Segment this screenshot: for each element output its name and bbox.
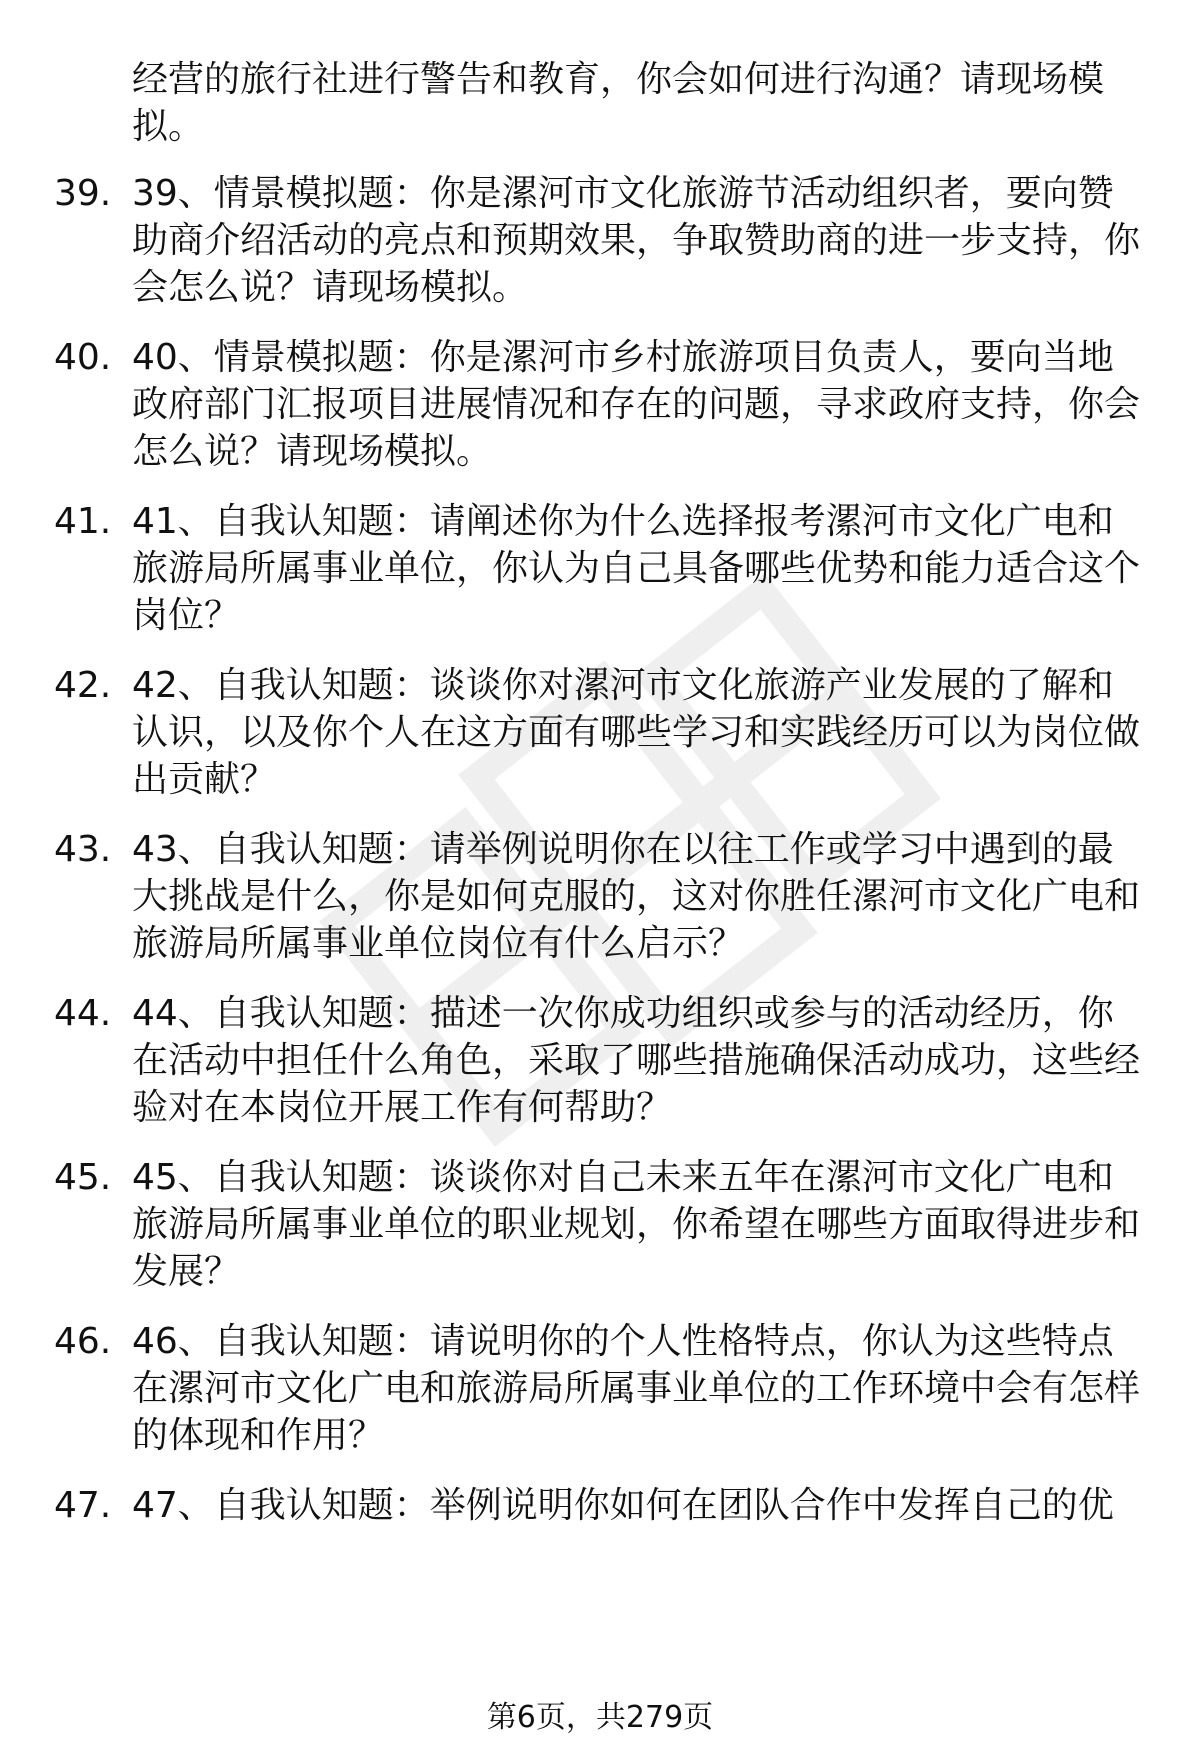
list-item-number: 46. — [54, 1321, 112, 1362]
list-item-text: 40、情景模拟题：你是漯河市乡村旅游项目负责人，要向当地政府部门汇报项目进展情况和存在的问题，寻求政府支持，你会怎么说？请现场模拟。 — [132, 337, 1141, 472]
list-item-text: 45、自我认知题：谈谈你对自己未来五年在漯河市文化广电和旅游局所属事业单位的职业规划，你希望在哪些方面取得进步和发展？ — [132, 1157, 1141, 1292]
list-item-number: 41. — [54, 501, 112, 542]
list-item-number: 44. — [54, 993, 112, 1034]
list-item-number: 47. — [54, 1485, 112, 1526]
page-footer: 第6页，共279页 — [486, 1700, 714, 1735]
list-item-number: 39. — [54, 173, 112, 214]
list-item-text: 46、自我认知题：请说明你的个人性格特点，你认为这些特点在漯河市文化广电和旅游局所属事业单位的工作环境中会有怎样的体现和作用？ — [132, 1321, 1141, 1456]
list-item-number: 40. — [54, 337, 112, 378]
list-item-number: 45. — [54, 1157, 112, 1198]
continued-paragraph: 经营的旅行社进行警告和教育，你会如何进行沟通？请现场模拟。 — [132, 59, 1105, 147]
list-item-text: 44、自我认知题：描述一次你成功组织或参与的活动经历，你在活动中担任什么角色，采取了哪些措施确保活动成功，这些经验对在本岗位开展工作有何帮助？ — [132, 993, 1141, 1128]
list-item-text: 41、自我认知题：请阐述你为什么选择报考漯河市文化广电和旅游局所属事业单位，你认为自己具备哪些优势和能力适合这个岗位？ — [132, 501, 1141, 636]
list-item-text: 43、自我认知题：请举例说明你在以往工作或学习中遇到的最大挑战是什么，你是如何克服的，这对你胜任漯河市文化广电和旅游局所属事业单位岗位有什么启示？ — [132, 829, 1141, 964]
list-item-text: 47、自我认知题：举例说明你如何在团队合作中发挥自己的优 — [132, 1485, 1114, 1526]
list-item-number: 42. — [54, 665, 112, 706]
list-item-text: 39、情景模拟题：你是漯河市文化旅游节活动组织者，要向赞助商介绍活动的亮点和预期效果，争取赞助商的进一步支持，你会怎么说？请现场模拟。 — [132, 173, 1141, 308]
list-item-text: 42、自我认知题：谈谈你对漯河市文化旅游产业发展的了解和认识，以及你个人在这方面有哪些学习和实践经历可以为岗位做出贡献？ — [132, 665, 1141, 800]
list-item-number: 43. — [54, 829, 112, 870]
